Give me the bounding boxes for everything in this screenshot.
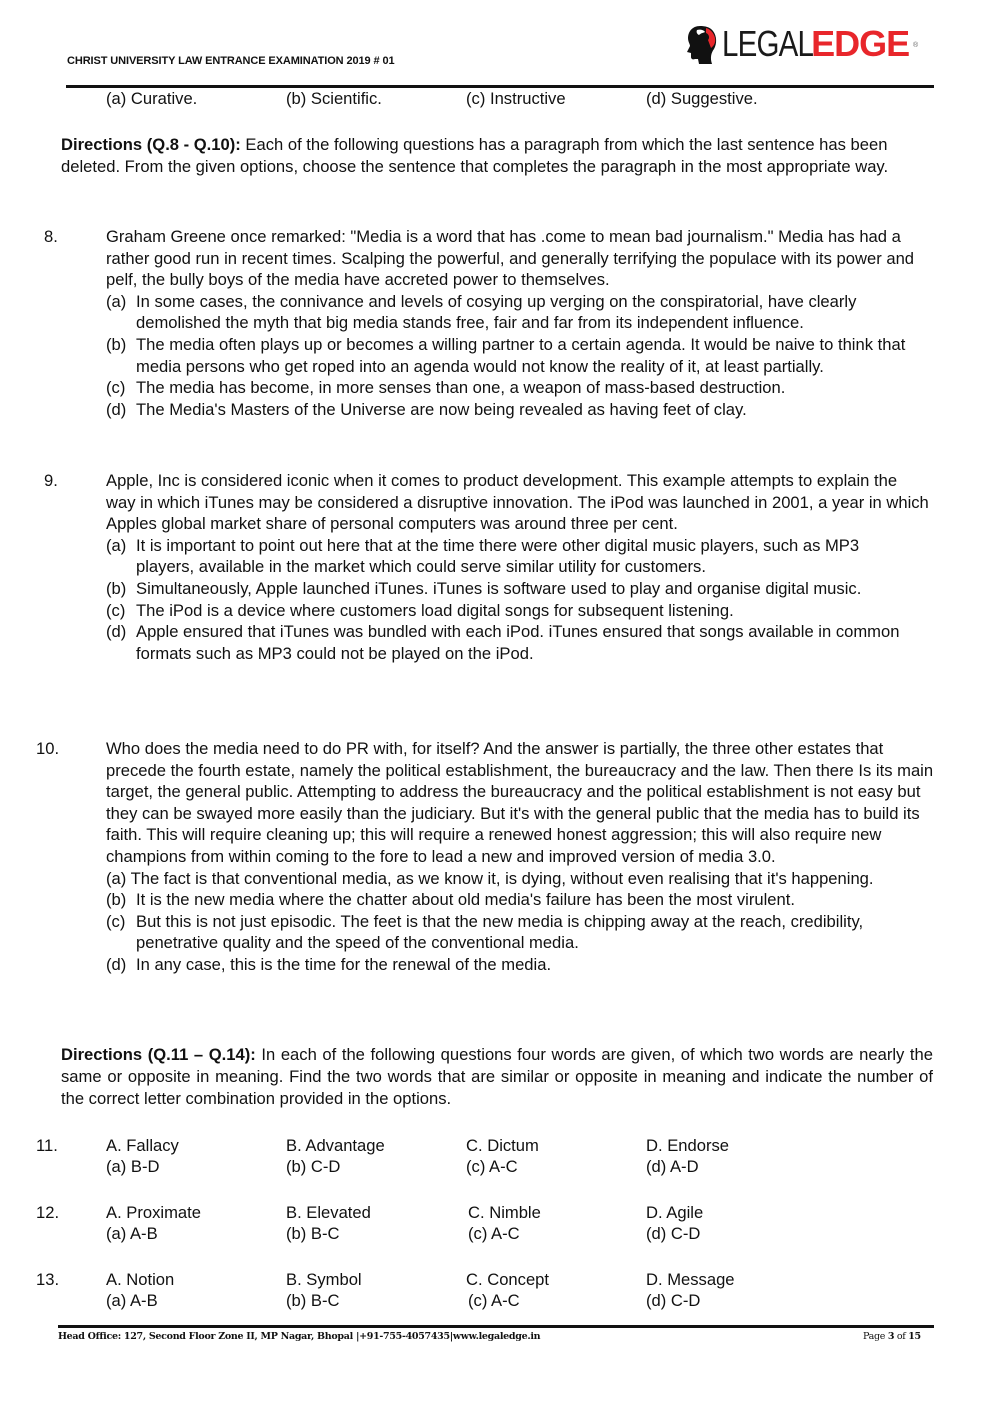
option-d[interactable]: (d) The Media's Masters of the Universe are now being revealed as having feet of clay. xyxy=(106,399,747,419)
question-number: 12. xyxy=(36,1203,60,1222)
prev-option-a: (a) Curative. xyxy=(106,89,198,108)
head-silhouette-icon xyxy=(686,24,718,64)
option-c[interactable]: (c) The media has become, in more senses than one, a weapon of mass-based destruction. xyxy=(106,378,786,398)
word-a: A. Proximate xyxy=(106,1203,201,1222)
word-d: D. Agile xyxy=(646,1203,704,1222)
option-b[interactable]: (b) The media often plays up or becomes a willing partner to a certain agenda. It would be naive to think that media persons who get roped into an agenda would not know the reality of it, at least partially. xyxy=(106,334,906,376)
question-text-line2: way in which iTunes may be considered a disruptive innovation. The iPod was launched in 2001, a year in which Apples global market share of personal computers was around three per cent. xyxy=(106,492,929,534)
option-c[interactable]: (c) The iPod is a device where customers load digital songs for subsequent listening. xyxy=(106,600,734,620)
question-text: Who does the media need to do PR with, for itself? And the answer is partially, the three other estates that precede the fourth estate, namely the political establishment, the bureaucracy and the law. Then there Is its main target, the general public. Attempting to address the bureaucracy and the political establishment is not easy but they can be swayed more easily than the judiciary. But it's with the general public that the media has to build its faith. This will require cleaning up; this will require a renewed honest aggression; this will also require new champions from within coming to the fore to lead a new and improved version of media 3.0. xyxy=(106,739,934,866)
option-a[interactable]: (a) B-D xyxy=(106,1157,160,1176)
question-text-line1: Apple, Inc is considered iconic when it comes to product development. This example attempts to explain the xyxy=(106,471,898,490)
directions-text: Each of the following questions has a paragraph from which the last sentence has been deleted. From the given options, choose the sentence that completes the paragraph in the most appropriate way. xyxy=(61,135,889,176)
question-number: 10. xyxy=(36,739,60,758)
option-b[interactable]: (b) It is the new media where the chatter about old media's failure has been the most virulent. xyxy=(106,890,795,910)
word-c: C. Concept xyxy=(466,1270,550,1289)
legaledge-logo xyxy=(686,23,918,64)
question-number: 13. xyxy=(36,1270,60,1289)
option-c[interactable]: (c) A-C xyxy=(468,1291,520,1310)
option-d[interactable]: (d) C-D xyxy=(646,1224,701,1243)
question-number: 9. xyxy=(44,471,58,490)
option-d[interactable]: (d) In any case, this is the time for the renewal of the media. xyxy=(106,954,552,974)
prev-option-b: (b) Scientific. xyxy=(286,89,382,108)
word-b: B. Elevated xyxy=(286,1203,371,1222)
directions-text: In each of the following questions four words are given, of which two words are nearly the same or opposite in meaning. Find the two words that are similar or opposite in meaning and indicate the number of the correct letter combination provided in the options. xyxy=(61,1045,933,1108)
directions-q11-q14 xyxy=(61,1044,933,1110)
word-d: D. Endorse xyxy=(646,1136,730,1155)
option-c[interactable]: (c) A-C xyxy=(466,1157,518,1176)
word-a: A. Fallacy xyxy=(106,1136,179,1155)
word-c: C. Nimble xyxy=(468,1203,541,1222)
logo-legal-text: LEGAL xyxy=(722,23,814,64)
option-b[interactable]: (b) B-C xyxy=(286,1224,340,1243)
directions-label: Directions (Q.11 – Q.14): xyxy=(61,1045,256,1064)
footer-address: Head Office: 127, Second Floor Zone II, MP Nagar, Bhopal |+91-755-4057435|www.legaledge.in xyxy=(58,1331,541,1342)
option-a[interactable]: (a) It is important to point out here that at the time there were other digital music players, such as MP3 players, available in the market which could serve similar utility for customers. xyxy=(106,535,860,577)
prev-option-c: (c) Instructive xyxy=(466,89,566,108)
word-b: B. Advantage xyxy=(286,1136,385,1155)
word-b: B. Symbol xyxy=(286,1270,362,1289)
registered-mark: ® xyxy=(912,42,918,49)
page-indicator: Page 3 of 15 xyxy=(863,1331,921,1342)
word-a: A. Notion xyxy=(106,1270,175,1289)
option-b[interactable]: (b) B-C xyxy=(286,1291,340,1310)
option-d[interactable]: (d) A-D xyxy=(646,1157,699,1176)
question-10 xyxy=(106,738,936,976)
directions-q8-q10 xyxy=(61,134,933,178)
option-a[interactable]: (a) In some cases, the connivance and levels of cosying up verging on the conspiratorial, have clearly demolished the myth that big media stands free, fair and far from its independent influence. xyxy=(106,291,857,333)
question-number: 8. xyxy=(44,227,58,246)
prev-option-d: (d) Suggestive. xyxy=(646,89,758,108)
option-a[interactable]: (a) A-B xyxy=(106,1291,158,1310)
footer-divider xyxy=(58,1325,934,1328)
logo-edge-text: EDGE xyxy=(811,23,910,64)
exam-title: CHRIST UNIVERSITY LAW ENTRANCE EXAMINATION 2019 # 01 xyxy=(67,55,395,67)
question-text: Graham Greene once remarked: "Media is a word that has .come to mean bad journalism." Media has had a rather good run in recent times. Scalping the powerful, and generally terrifying the populace with its power and pelf, the bully boys of the media have accreted power to themselves. xyxy=(106,227,915,290)
option-b[interactable]: (b) C-D xyxy=(286,1157,341,1176)
option-c[interactable]: (c) But this is not just episodic. The feet is that the new media is chipping away at the reach, credibility, penetrative quality and the speed of the conventional media. xyxy=(106,911,864,953)
option-a[interactable]: (a) The fact is that conventional media, as we know it, is dying, without even realising that it's happening. xyxy=(106,868,874,888)
option-b[interactable]: (b) Simultaneously, Apple launched iTunes. iTunes is software used to play and organise digital music. xyxy=(106,578,862,598)
word-c: C. Dictum xyxy=(466,1136,539,1155)
question-8 xyxy=(106,226,936,420)
option-d[interactable]: (d) Apple ensured that iTunes was bundled with each iPod. iTunes ensured that songs available in common formats such as MP3 could not be played on the iPod. xyxy=(106,622,900,663)
option-a[interactable]: (a) A-B xyxy=(106,1224,158,1243)
directions-label: Directions (Q.8 - Q.10): xyxy=(61,135,241,154)
option-c[interactable]: (c) A-C xyxy=(468,1224,520,1243)
option-d[interactable]: (d) C-D xyxy=(646,1291,701,1310)
word-d: D. Message xyxy=(646,1270,735,1289)
question-number: 11. xyxy=(36,1136,58,1155)
question-9 xyxy=(106,470,929,664)
